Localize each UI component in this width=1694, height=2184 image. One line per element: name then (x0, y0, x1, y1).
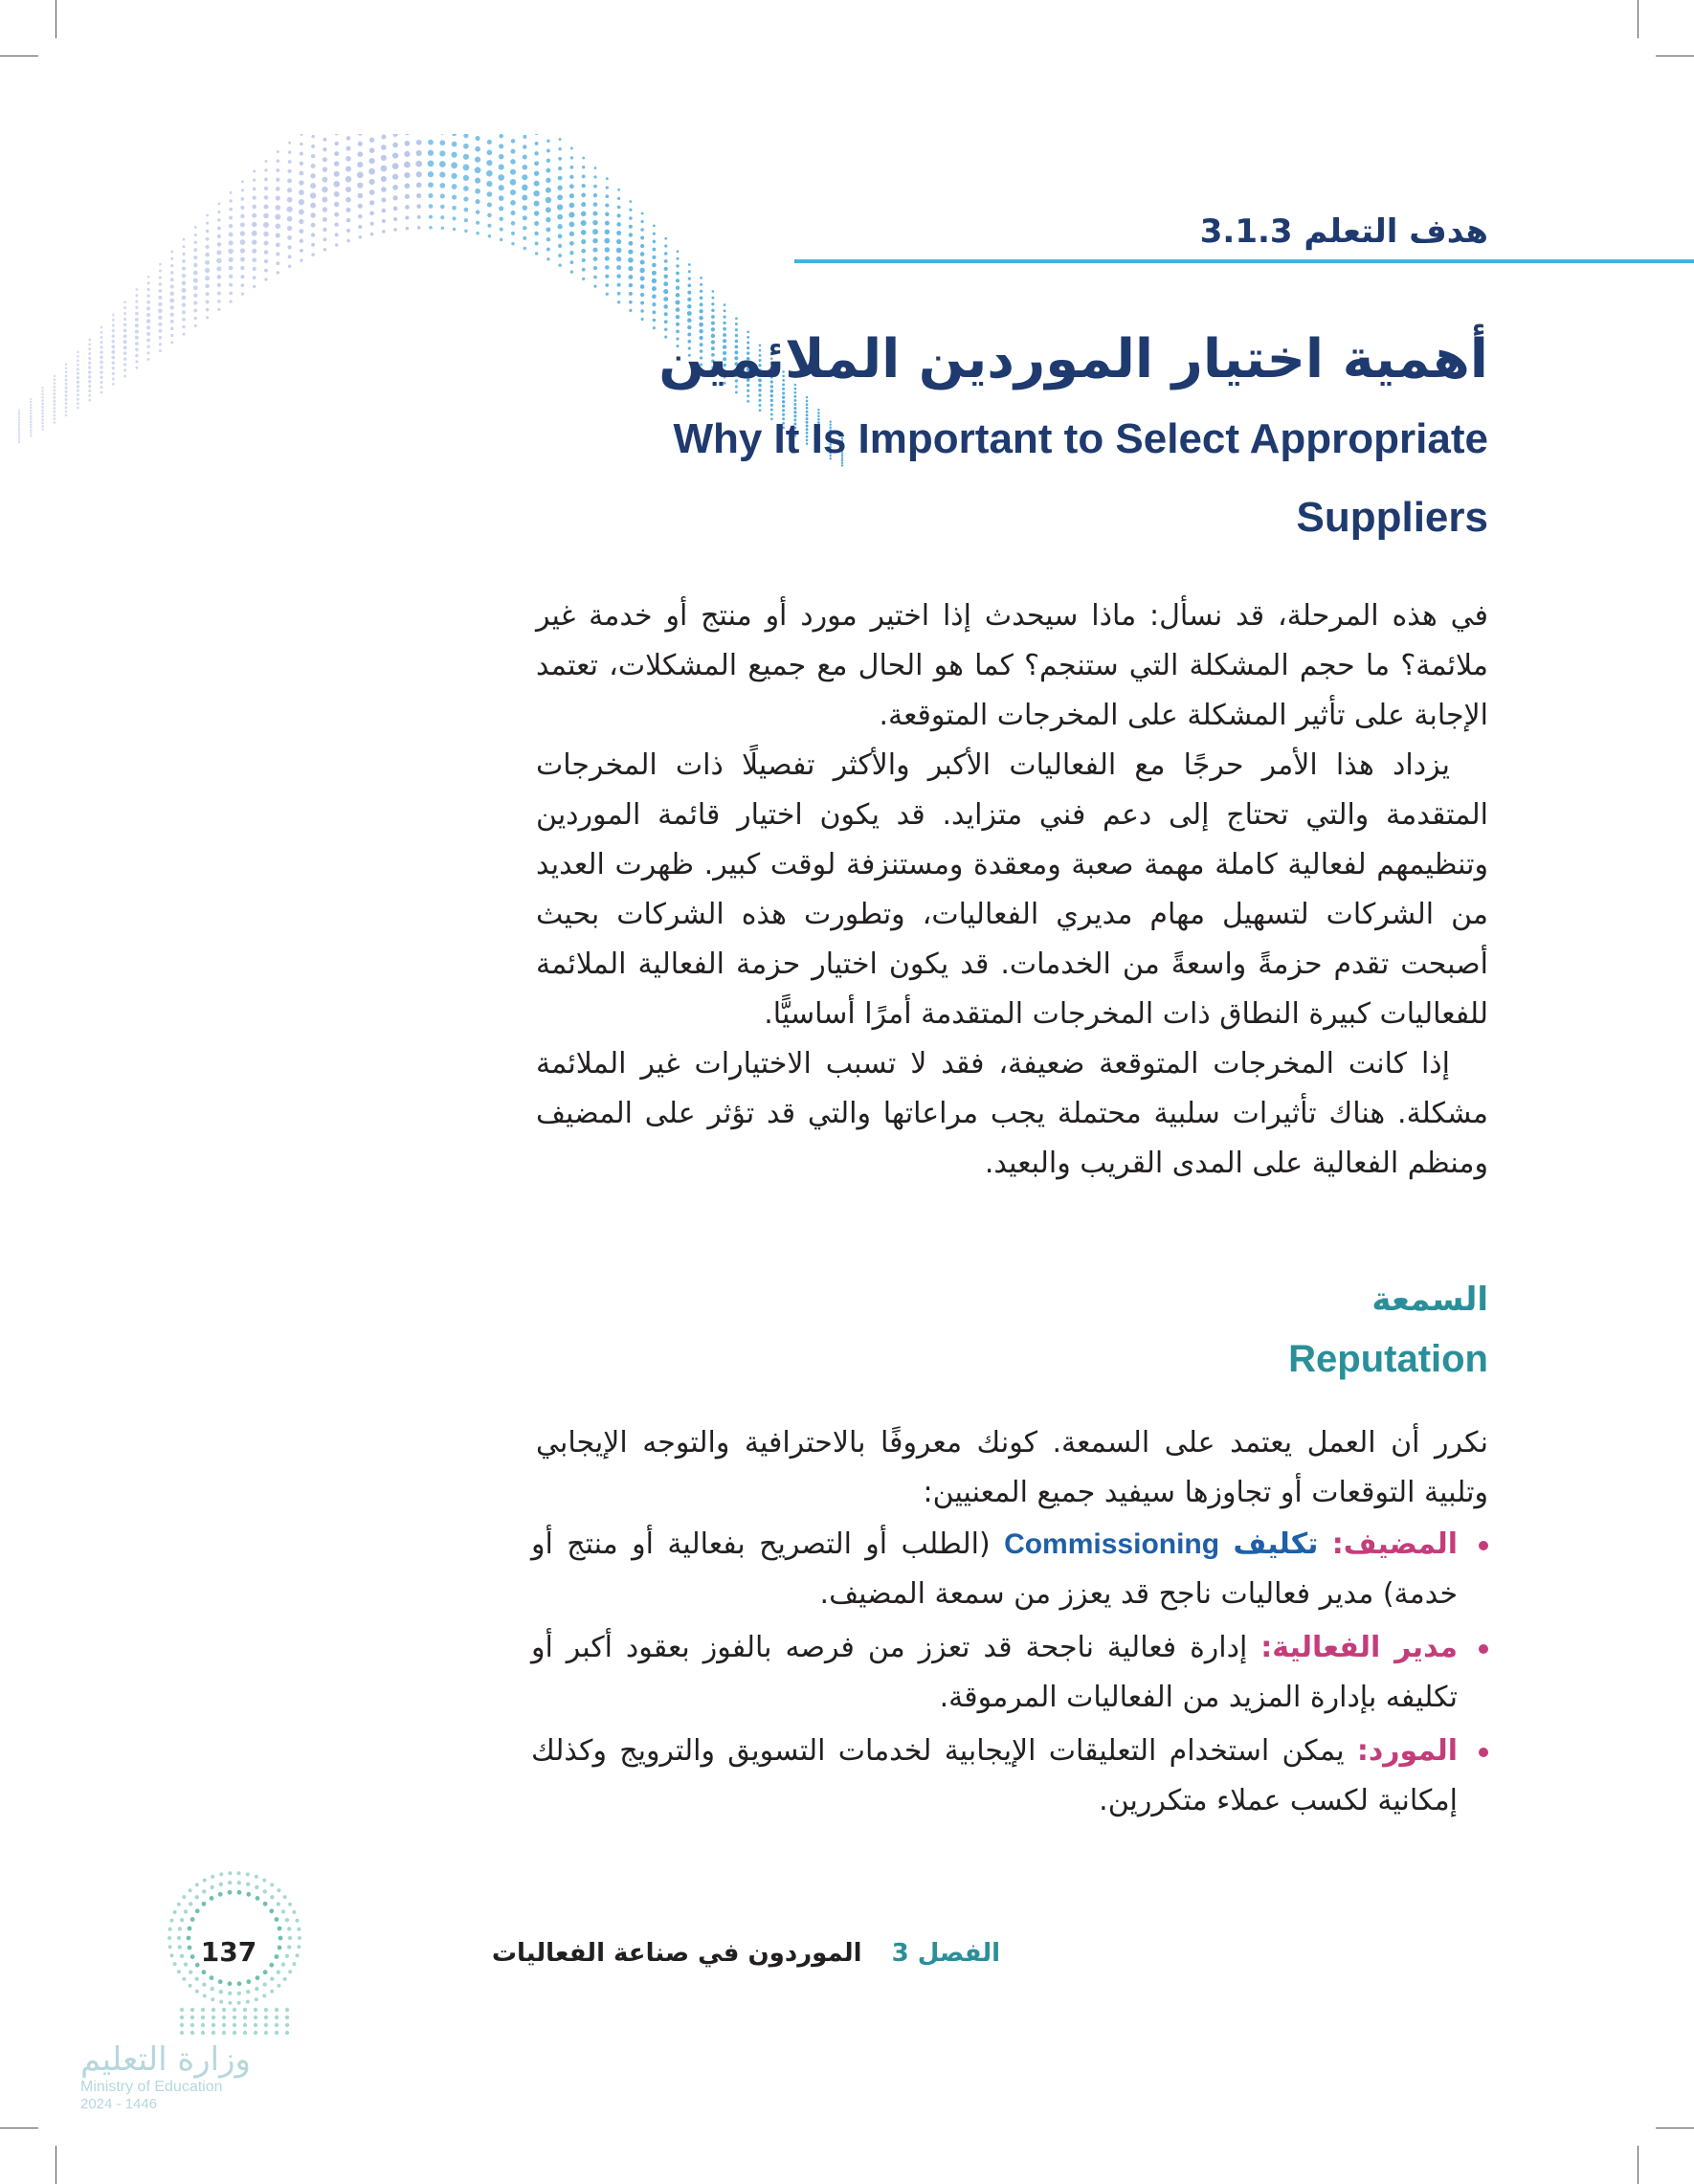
stakeholder-list (531, 1520, 1488, 1830)
paragraph: يزداد هذا الأمر حرجًا مع الفعاليات الأكبر والأكثر تفصيلًا ذات المخرجات المتقدمة والتي تحتاج إلى دعم فني متزايد. قد يكون اختيار قائمة الموردين وتنظيمهم لفعالية كاملة مهمة صعبة ومعقدة ومستنزفة لوقت كبير. ظهرت العديد من الشركات لتسهيل مهام مديري الفعاليات، وتطورت هذه الشركات بحيث أصبحت تقدم حزمةً واسعةً من الخدمات. قد يكون اختيار حزمة الفعالية الملائمة للفعاليات كبيرة النطاق ذات المخرجات المتقدمة أمرًا أساسيًّا. (536, 748, 1488, 1031)
list-item (531, 1623, 1488, 1723)
bullet-text: (الطلب أو التصريح بفعالية أو منتج أو خدمة) مدير فعاليات ناجح قد يعزز من سمعة المضيف. (531, 1527, 1458, 1611)
bullet-text: يمكن استخدام التعليقات الإيجابية لخدمات التسويق والترويج وكذلك إمكانية لكسب عملاء متكررين. (531, 1734, 1458, 1817)
bullet-term: المضيف: (1331, 1527, 1458, 1561)
bullet-icon (1479, 1541, 1488, 1550)
paragraph: نكرر أن العمل يعتمد على السمعة. كونك معروفًا بالاحترافية والتوجه الإيجابي وتلبية التوقعات أو تجاوزها سيفيد جميع المعنيين: (536, 1426, 1488, 1509)
title-en-line-1: Why It Is Important to Select Appropriate (673, 415, 1488, 462)
bullet-icon (1479, 1644, 1488, 1654)
section-title-english: Reputation (1288, 1338, 1488, 1380)
goal-divider (794, 259, 1694, 263)
section-intro (536, 1418, 1488, 1518)
page-title-arabic: أهمية اختيار الموردين الملائمين (658, 328, 1488, 390)
bullet-icon (1479, 1748, 1488, 1757)
page-footer (492, 1939, 1000, 1968)
bullet-term-arabic: تكليف (1233, 1527, 1319, 1561)
list-item (531, 1520, 1488, 1619)
title-en-line-2: Suppliers (1296, 494, 1488, 541)
paragraph: في هذه المرحلة، قد نسأل: ماذا سيحدث إذا اختير مورد أو منتج أو خدمة غير ملائمة؟ ما حجم المشكلة التي ستنجم؟ كما هو الحال مع جميع المشكلات، تعتمد الإجابة على تأثير المشكلة على المخرجات المتوقعة. (536, 599, 1488, 732)
section-title-arabic: السمعة (1371, 1281, 1488, 1319)
bullet-term: مدير الفعالية: (1260, 1631, 1458, 1664)
chapter-label: الفصل 3 (891, 1939, 1000, 1968)
ministry-year: 2024 - 1446 (80, 2096, 158, 2112)
page-title-english (435, 400, 1488, 557)
chapter-title: الموردون في صناعة الفعاليات (491, 1939, 862, 1968)
paragraph: إذا كانت المخرجات المتوقعة ضعيفة، فقد لا تسبب الاختيارات غير الملائمة مشكلة. هناك تأثيرات سلبية محتملة يجب مراعاتها والتي قد تؤثر على المضيف ومنظم الفعالية على المدى القريب والبعيد. (536, 1047, 1488, 1180)
ministry-name-arabic: وزارة التعليم (80, 2040, 251, 2079)
bullet-text: إدارة فعالية ناجحة قد تعزز من فرصه بالفوز بعقود أكبر أو تكليفه بإدارة المزيد من الفعاليات المرموقة. (531, 1631, 1458, 1714)
list-item (531, 1727, 1488, 1826)
bullet-term-english: Commissioning (1004, 1528, 1220, 1560)
bullet-term: المورد: (1356, 1734, 1458, 1768)
learning-goal: هدف التعلم 3.1.3 (1199, 212, 1488, 251)
page-number: 137 (200, 1936, 257, 1968)
ministry-name-english: Ministry of Education (80, 2079, 223, 2095)
ministry-logo (80, 2040, 251, 2112)
intro-text (536, 591, 1488, 1189)
